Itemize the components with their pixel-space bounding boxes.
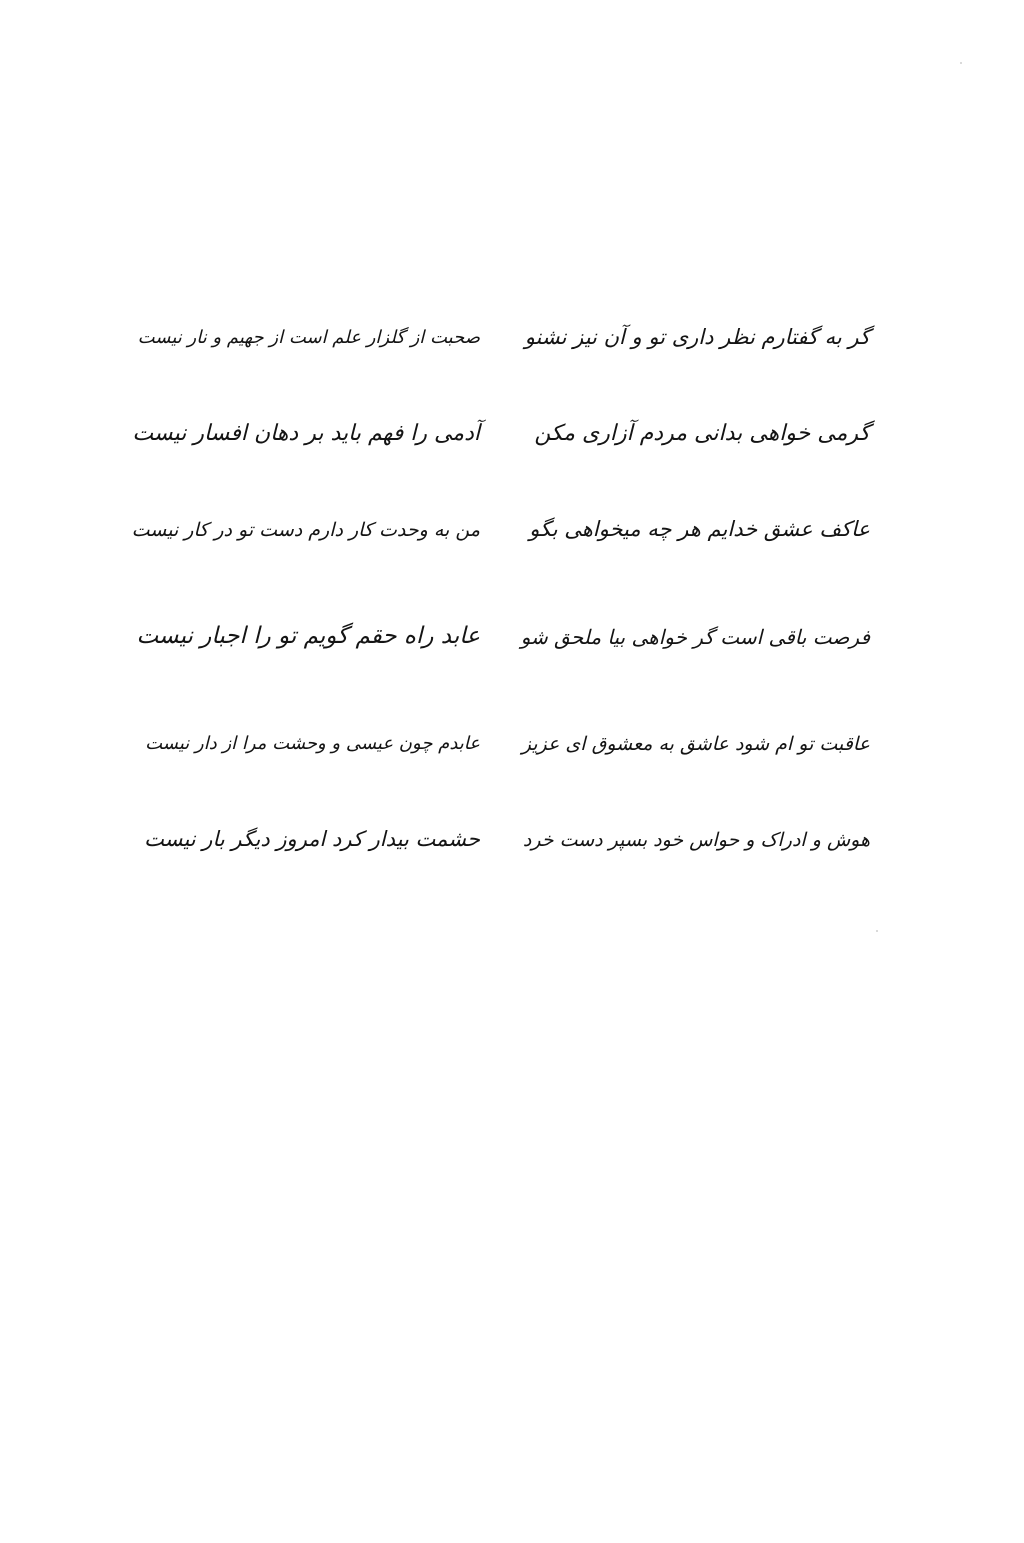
hemistich-right: عاقبت تو ام شود عاشق به معشوق ای عزیز <box>521 732 870 755</box>
hemistich-left: عابدم چون عیسی و وحشت مرا از دار نیست <box>145 733 480 755</box>
hemistich-right: گرمی خواهی بدانی مردم آزاری مکن <box>534 420 870 446</box>
hemistich-left: من به وحدت کار دارم دست تو در کار نیست <box>131 518 480 541</box>
couplet <box>130 290 870 386</box>
paper-speck <box>960 62 962 64</box>
hemistich-left: صحبت از گلزار علم است از جهیم و نار نیست <box>137 327 480 349</box>
hemistich-right: گر به گفتارم نظر داری تو و آن نیز نشنو <box>524 325 870 350</box>
couplet <box>130 386 870 482</box>
couplet <box>130 482 870 578</box>
hemistich-left: آدمی را فهم باید بر دهان افسار نیست <box>132 420 480 446</box>
couplet <box>130 792 870 888</box>
poem-block <box>130 290 870 888</box>
hemistich-left: عابد راه حقم گویم تو را اجبار نیست <box>136 623 480 650</box>
hemistich-right: عاکف عشق خدایم هر چه میخواهی بگو <box>529 517 870 542</box>
hemistich-left: حشمت بیدار کرد امروز دیگر بار نیست <box>144 827 480 852</box>
hemistich-right: فرصت باقی است گر خواهی بیا ملحق شو <box>520 625 870 649</box>
couplet <box>130 696 870 792</box>
hemistich-right: هوش و ادراک و حواس خود بسپر دست خرد <box>522 828 870 851</box>
paper-speck <box>876 930 878 932</box>
couplet <box>130 578 870 696</box>
